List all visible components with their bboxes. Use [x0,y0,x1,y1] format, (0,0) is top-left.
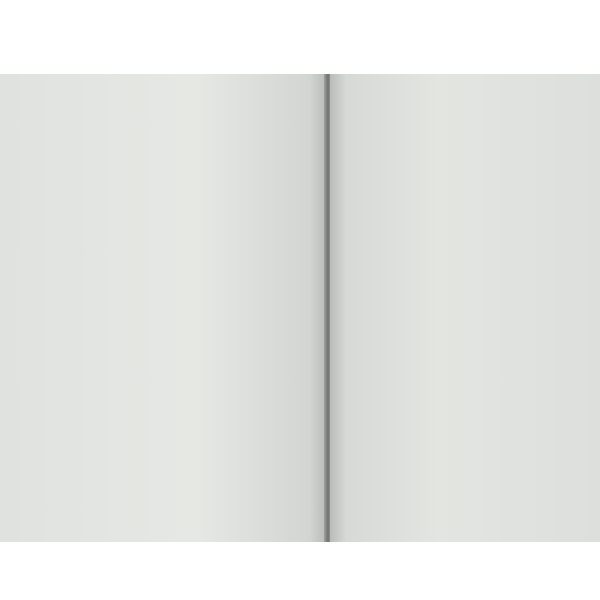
right-page [330,74,600,542]
book-spread [0,74,600,542]
left-page [0,74,326,542]
